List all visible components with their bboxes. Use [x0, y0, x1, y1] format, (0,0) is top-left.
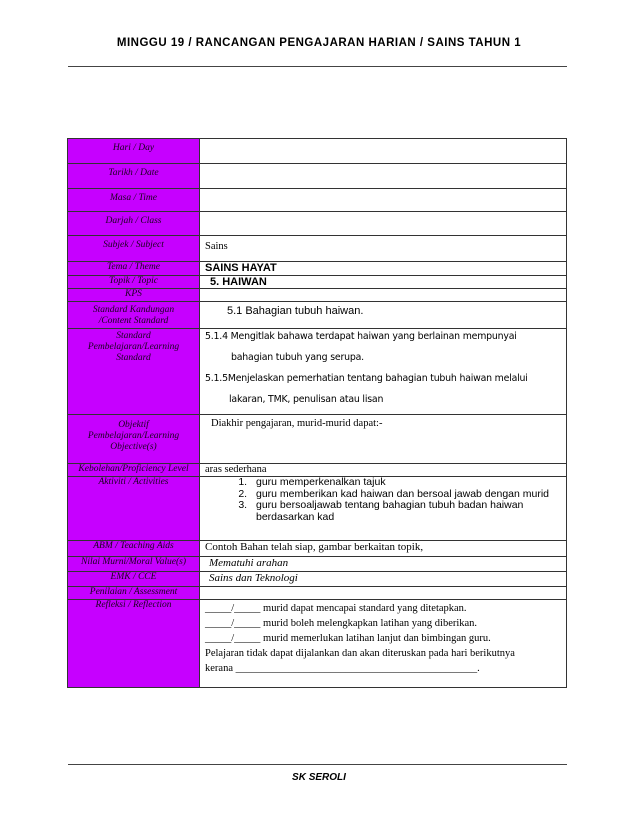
label-darjah: Darjah / Class: [68, 212, 200, 236]
lesson-plan-table: [67, 138, 567, 688]
label-hari: Hari / Day: [68, 139, 200, 164]
row-subjek: [68, 236, 567, 262]
header-divider: [68, 66, 567, 67]
label-emk: EMK / CCE: [68, 572, 200, 587]
row-standard-kandungan: [68, 302, 567, 329]
value-hari[interactable]: [200, 139, 567, 164]
label-tarikh: Tarikh / Date: [68, 164, 200, 189]
row-kps: [68, 289, 567, 302]
row-tarikh: [68, 164, 567, 189]
row-tema: [68, 262, 567, 276]
sp-line-4: lakaran, TMK, penulisan atau lisan: [229, 394, 384, 405]
label-standard-kandungan: Standard Kandungan /Content Standard: [68, 302, 200, 329]
label-kps: KPS: [68, 289, 200, 302]
value-standard-pembelajaran[interactable]: [200, 329, 567, 415]
label-objektif: Objektif Pembelajaran/Learning Objective(s): [68, 415, 200, 464]
page-title: MINGGU 19 / RANCANGAN PENGAJARAN HARIAN / SAINS TAHUN 1: [116, 37, 522, 49]
value-topik[interactable]: 5. HAIWAN: [200, 276, 567, 289]
value-tema[interactable]: SAINS HAYAT: [200, 262, 567, 276]
row-standard-pembelajaran: [68, 329, 567, 415]
value-darjah[interactable]: [200, 212, 567, 236]
value-aktiviti[interactable]: [200, 477, 567, 541]
activity-item: 2. guru memberikan kad haiwan dan bersoal jawab dengan murid: [250, 489, 566, 501]
value-kps[interactable]: [200, 289, 567, 302]
label-nilai: Nilai Murni/Moral Value(s): [68, 557, 200, 572]
sp-line-1: 5.1.4 Mengitlak bahawa terdapat haiwan yang berlainan mempunyai: [205, 331, 517, 342]
label-abm: ABM / Teaching Aids: [68, 541, 200, 557]
activity-item: 1. guru memperkenalkan tajuk: [250, 477, 566, 489]
sp-line-2: bahagian tubuh yang serupa.: [231, 352, 364, 363]
value-emk[interactable]: Sains dan Teknologi: [200, 572, 567, 587]
row-refleksi: [68, 600, 567, 688]
value-masa[interactable]: [200, 189, 567, 212]
label-kebolehan: Kebolehan/Proficiency Level: [68, 464, 200, 477]
value-kebolehan[interactable]: aras sederhana: [200, 464, 567, 477]
value-tarikh[interactable]: [200, 164, 567, 189]
row-kebolehan: [68, 464, 567, 477]
value-nilai[interactable]: Mematuhi arahan: [200, 557, 567, 572]
label-tema: Tema / Theme: [68, 262, 200, 276]
row-masa: [68, 189, 567, 212]
reflection-line: _____/_____ murid dapat mencapai standard yang ditetapkan.: [205, 603, 467, 614]
row-objektif: [68, 415, 567, 464]
label-aktiviti: Aktiviti / Activities: [68, 477, 200, 541]
reflection-line: Pelajaran tidak dapat dijalankan dan akan diteruskan pada hari berikutnya: [205, 648, 515, 659]
footer-divider: [68, 764, 567, 765]
value-standard-kandungan[interactable]: 5.1 Bahagian tubuh haiwan.: [200, 302, 567, 329]
label-topik: Topik / Topic: [68, 276, 200, 289]
reflection-line: _____/_____ murid boleh melengkapkan latihan yang diberikan.: [205, 618, 478, 629]
row-abm: [68, 541, 567, 557]
value-subjek[interactable]: Sains: [200, 236, 567, 262]
row-hari: [68, 139, 567, 164]
activity-list: [200, 477, 566, 523]
row-aktiviti: [68, 477, 567, 541]
row-topik: [68, 276, 567, 289]
label-masa: Masa / Time: [68, 189, 200, 212]
reflection-line: _____/_____ murid memerlukan latihan lanjut dan bimbingan guru.: [205, 633, 491, 644]
row-nilai: [68, 557, 567, 572]
reflection-line: kerana ______________________________________________.: [205, 663, 480, 674]
school-name: SK SEROLI: [292, 772, 346, 783]
activity-item: 3. guru bersoaljawab tentang bahagian tubuh badan haiwan berdasarkan kad: [250, 500, 566, 523]
row-penilaian: [68, 587, 567, 600]
label-standard-pembelajaran: Standard Pembelajaran/Learning Standard: [68, 329, 200, 415]
value-refleksi[interactable]: [200, 600, 567, 688]
sp-line-3: 5.1.5Menjelaskan pemerhatian tentang bahagian tubuh haiwan melalui: [205, 373, 528, 384]
value-objektif[interactable]: Diakhir pengajaran, murid-murid dapat:-: [200, 415, 567, 464]
value-abm[interactable]: Contoh Bahan telah siap, gambar berkaitan topik,: [200, 541, 567, 557]
row-darjah: [68, 212, 567, 236]
label-refleksi: Refleksi / Reflection: [68, 600, 200, 688]
value-penilaian[interactable]: [200, 587, 567, 600]
label-penilaian: Penilaian / Assessment: [68, 587, 200, 600]
label-subjek: Subjek / Subject: [68, 236, 200, 262]
row-emk: [68, 572, 567, 587]
